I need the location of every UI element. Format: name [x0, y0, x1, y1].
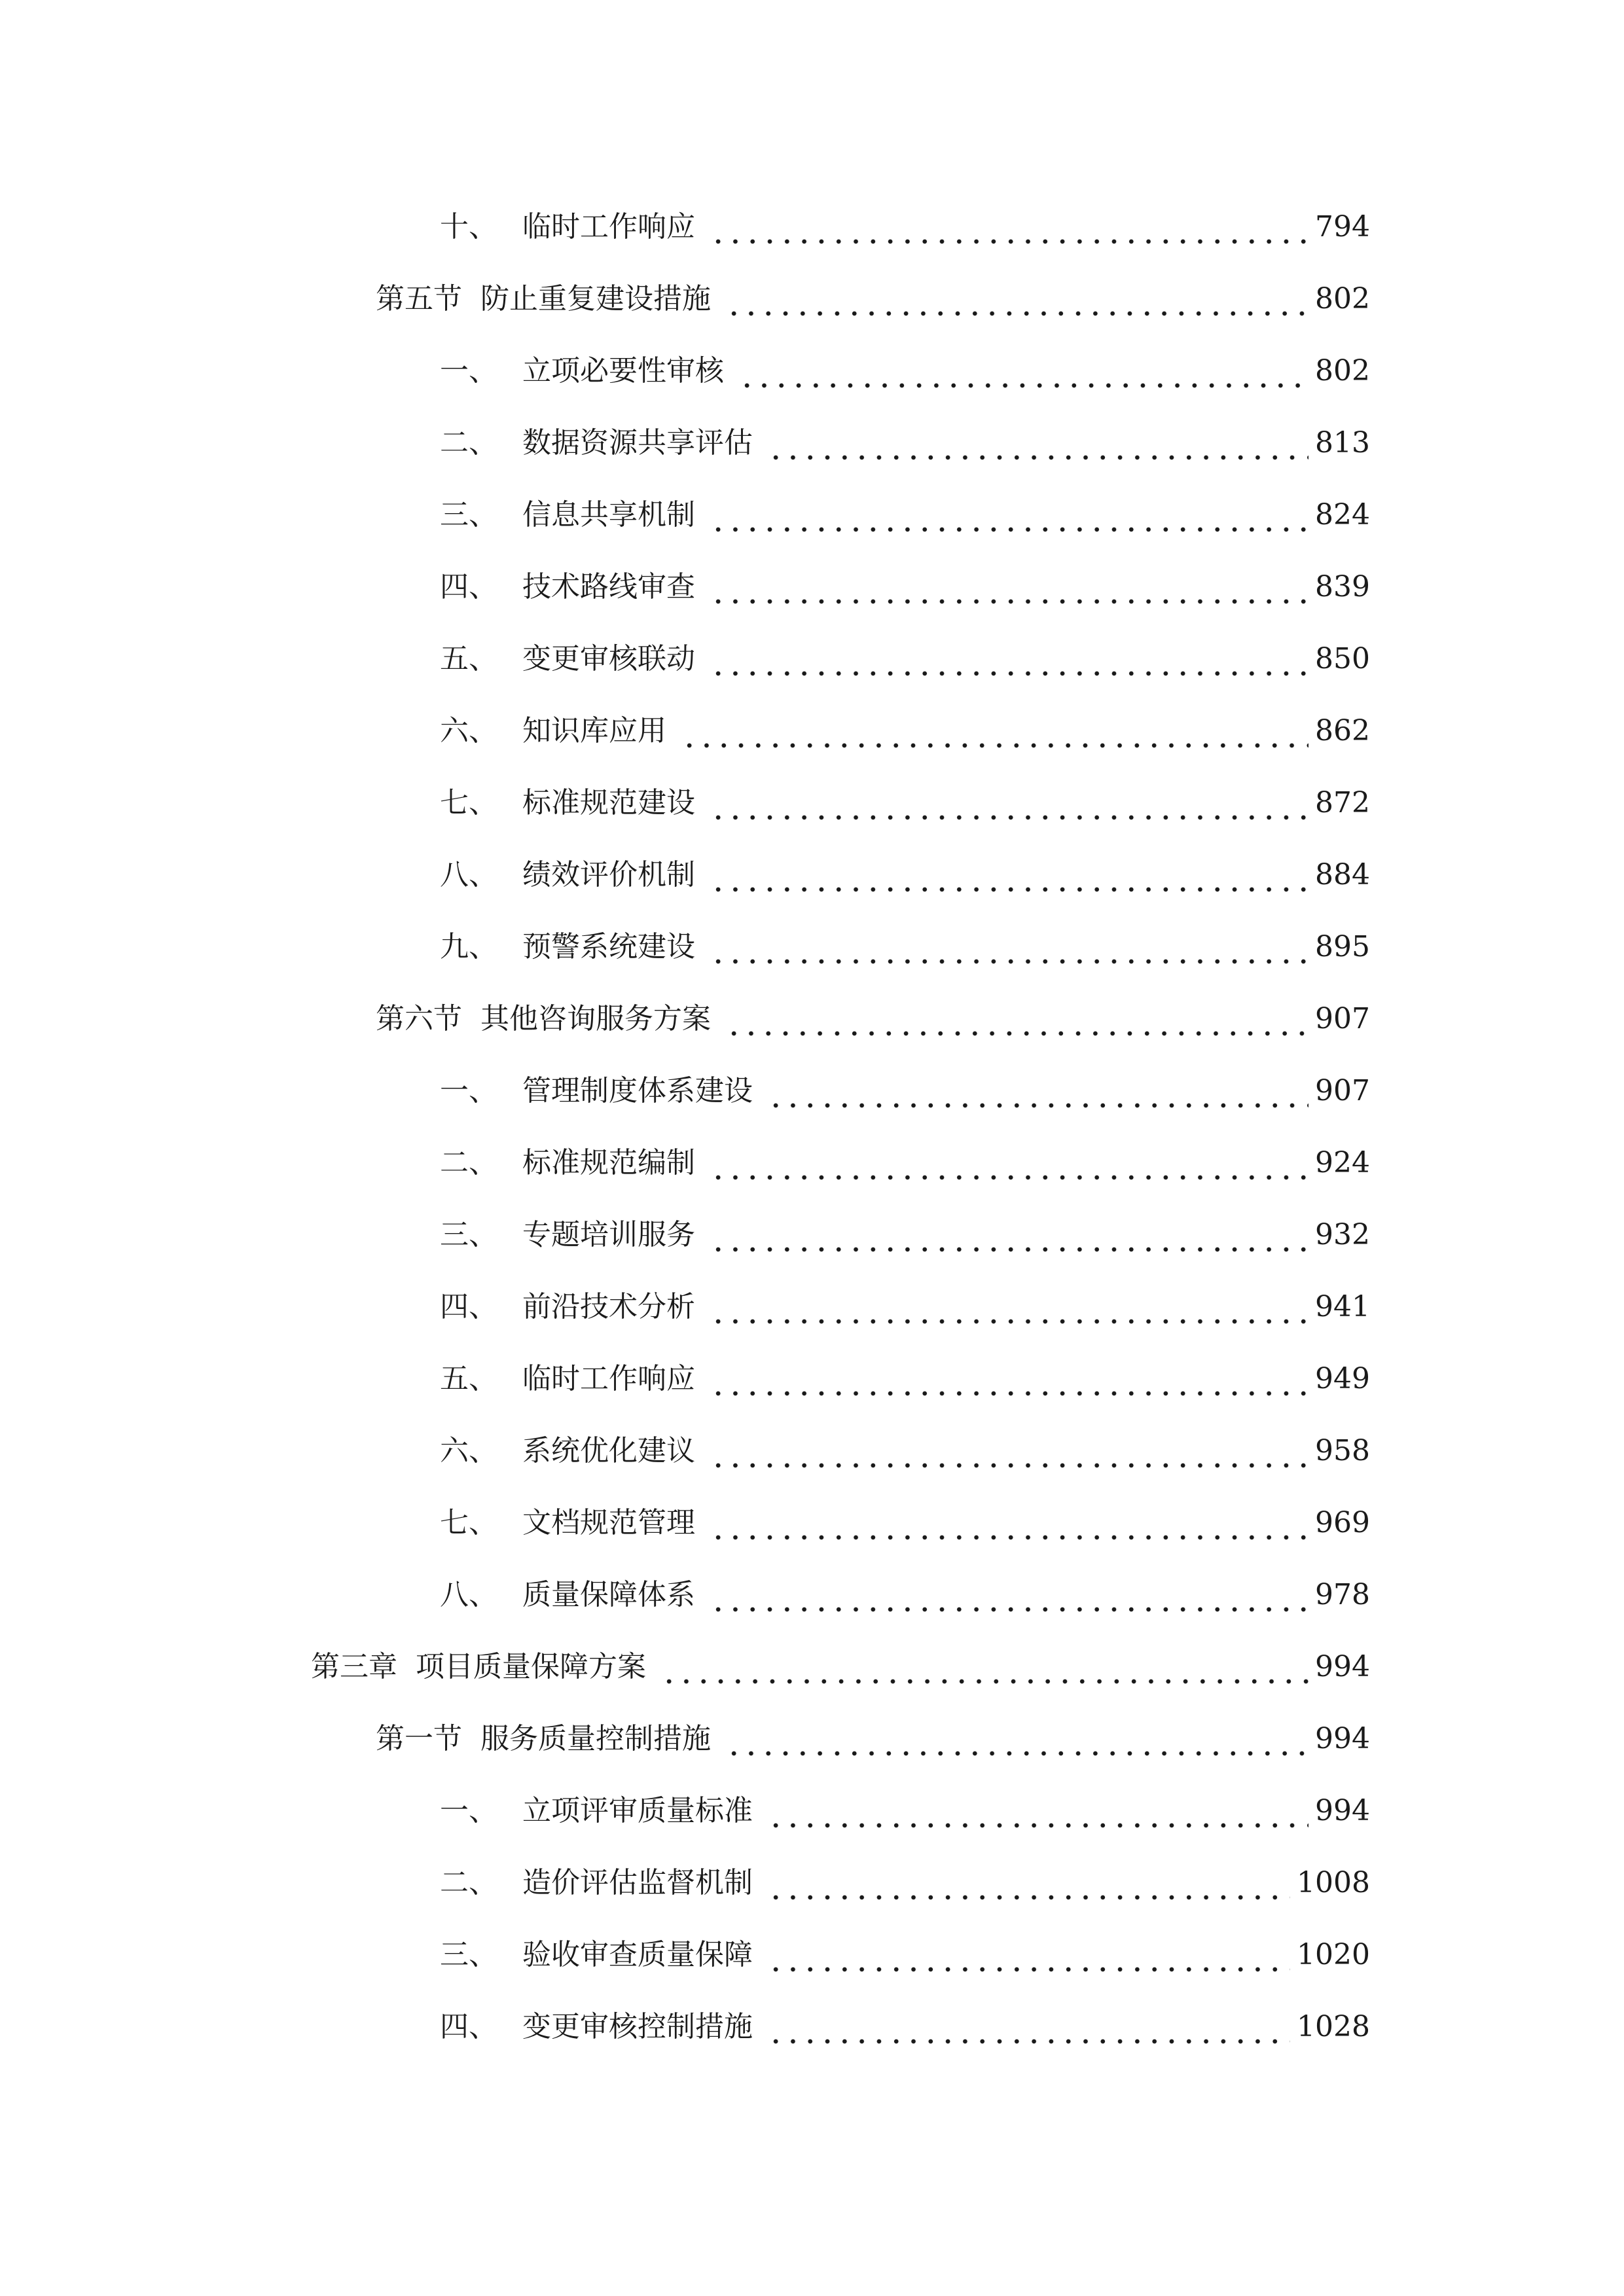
toc-entry-marker: 八、 — [440, 858, 497, 891]
dot-leader — [707, 1353, 1308, 1405]
toc-entry-marker: 九、 — [440, 930, 497, 963]
toc-entry-page-number: 850 — [1315, 642, 1370, 675]
toc-entry-marker: 二、 — [440, 426, 497, 459]
toc-entry-page-number: 994 — [1315, 1650, 1370, 1683]
toc-entry-title: 立项评审质量标准 — [522, 1794, 753, 1827]
toc-entry[interactable] — [440, 345, 1370, 397]
toc-entry[interactable] — [440, 417, 1370, 469]
toc-entry-title: 验收审查质量保障 — [522, 1938, 753, 1971]
toc-entry[interactable] — [311, 1641, 1370, 1693]
dot-leader — [723, 273, 1308, 325]
toc-entry[interactable] — [440, 489, 1370, 541]
toc-entry[interactable] — [440, 1209, 1370, 1261]
toc-entry-title: 服务质量控制措施 — [480, 1722, 711, 1755]
toc-entry[interactable] — [440, 1929, 1370, 1981]
toc-entry-marker: 一、 — [440, 1794, 497, 1827]
toc-entry-marker: 六、 — [440, 714, 497, 747]
toc-entry[interactable] — [440, 705, 1370, 757]
toc-entry-title: 文档规范管理 — [522, 1506, 695, 1539]
toc-entry-page-number: 884 — [1315, 858, 1370, 891]
dot-leader — [765, 2001, 1290, 2053]
toc-entry[interactable] — [440, 777, 1370, 829]
toc-entry-page-number: 941 — [1315, 1290, 1370, 1323]
dot-leader — [707, 1497, 1308, 1549]
toc-entry-page-number: 1020 — [1297, 1938, 1370, 1971]
toc-entry-title: 系统优化建议 — [522, 1434, 695, 1467]
toc-entry[interactable] — [440, 1785, 1370, 1837]
toc-entry-page-number: 949 — [1315, 1362, 1370, 1395]
toc-entry-title: 立项必要性审核 — [522, 354, 724, 387]
toc-entry-page-number: 794 — [1315, 210, 1370, 243]
toc-entry-marker: 三、 — [440, 498, 497, 531]
toc-entry-page-number: 802 — [1315, 282, 1370, 315]
toc-entry-title: 标准规范建设 — [522, 786, 695, 819]
toc-entry-marker: 第三章 — [311, 1650, 397, 1683]
toc-entry-page-number: 994 — [1315, 1722, 1370, 1755]
toc-entry[interactable] — [440, 1569, 1370, 1621]
dot-leader — [707, 201, 1308, 253]
toc-entry-marker: 第五节 — [376, 282, 462, 315]
dot-leader — [707, 561, 1308, 613]
dot-leader — [707, 849, 1308, 901]
dot-leader — [707, 1281, 1308, 1333]
toc-entry[interactable] — [440, 1065, 1370, 1117]
toc-entry[interactable] — [440, 921, 1370, 973]
toc-entry-title: 信息共享机制 — [522, 498, 695, 531]
toc-entry-page-number: 839 — [1315, 570, 1370, 603]
toc-entry[interactable] — [440, 1137, 1370, 1189]
toc-entry-page-number: 802 — [1315, 354, 1370, 387]
toc-entry-marker: 第六节 — [376, 1002, 462, 1035]
toc-entry-page-number: 978 — [1315, 1578, 1370, 1611]
toc-entry[interactable] — [440, 2001, 1370, 2053]
dot-leader — [707, 777, 1308, 829]
dot-leader — [765, 1785, 1308, 1837]
dot-leader — [707, 489, 1308, 541]
toc-entry-marker: 三、 — [440, 1218, 497, 1251]
toc-entry-page-number: 872 — [1315, 786, 1370, 819]
dot-leader — [658, 1641, 1308, 1693]
dot-leader — [765, 1857, 1290, 1909]
toc-entry-title: 知识库应用 — [522, 714, 666, 747]
toc-entry-title: 变更审核联动 — [522, 642, 695, 675]
toc-entry-marker: 六、 — [440, 1434, 497, 1467]
toc-entry-marker: 四、 — [440, 570, 497, 603]
toc-entry[interactable] — [376, 273, 1370, 325]
toc-entry-page-number: 1008 — [1297, 1866, 1370, 1899]
toc-entry-marker: 一、 — [440, 1074, 497, 1107]
toc-entry-page-number: 895 — [1315, 930, 1370, 963]
toc-entry-page-number: 932 — [1315, 1218, 1370, 1251]
dot-leader — [707, 921, 1308, 973]
toc-entry-page-number: 907 — [1315, 1002, 1370, 1035]
toc-entry-marker: 八、 — [440, 1578, 497, 1611]
toc-entry[interactable] — [440, 1353, 1370, 1405]
toc-entry[interactable] — [440, 1281, 1370, 1333]
toc-entry-title: 其他咨询服务方案 — [480, 1002, 711, 1035]
dot-leader — [765, 1065, 1308, 1117]
toc-entry-page-number: 969 — [1315, 1506, 1370, 1539]
toc-entry-title: 专题培训服务 — [522, 1218, 695, 1251]
toc-entry-title: 变更审核控制措施 — [522, 2010, 753, 2043]
dot-leader — [707, 633, 1308, 685]
toc-entry-title: 绩效评价机制 — [522, 858, 695, 891]
toc-entry-marker: 五、 — [440, 1362, 497, 1395]
toc-entry[interactable] — [440, 1425, 1370, 1477]
toc-entry-title: 项目质量保障方案 — [416, 1650, 646, 1683]
toc-entry-marker: 一、 — [440, 354, 497, 387]
toc-entry-title: 临时工作响应 — [522, 210, 695, 243]
toc-entry-marker: 二、 — [440, 1146, 497, 1179]
toc-entry[interactable] — [440, 633, 1370, 685]
toc-entry-marker: 二、 — [440, 1866, 497, 1899]
toc-entry-title: 质量保障体系 — [522, 1578, 695, 1611]
dot-leader — [765, 417, 1308, 469]
dot-leader — [707, 1137, 1308, 1189]
dot-leader — [723, 993, 1308, 1045]
toc-entry-marker: 十、 — [440, 210, 497, 243]
dot-leader — [765, 1929, 1290, 1981]
toc-entry-title: 数据资源共享评估 — [522, 426, 753, 459]
toc-entry-page-number: 924 — [1315, 1146, 1370, 1179]
toc-entry-page-number: 958 — [1315, 1434, 1370, 1467]
toc-entry[interactable] — [440, 1857, 1370, 1909]
toc-entry-title: 临时工作响应 — [522, 1362, 695, 1395]
toc-entry[interactable] — [440, 201, 1370, 253]
toc-entry[interactable] — [376, 1713, 1370, 1765]
toc-entry-title: 技术路线审查 — [522, 570, 695, 603]
toc-entry-marker: 七、 — [440, 786, 497, 819]
toc-entry[interactable] — [440, 849, 1370, 901]
toc-entry[interactable] — [440, 561, 1370, 613]
toc-entry-marker: 第一节 — [376, 1722, 462, 1755]
toc-entry-page-number: 907 — [1315, 1074, 1370, 1107]
toc-entry-page-number: 1028 — [1297, 2010, 1370, 2043]
dot-leader — [736, 345, 1308, 397]
toc-entry-title: 前沿技术分析 — [522, 1290, 695, 1323]
toc-entry[interactable] — [376, 993, 1370, 1045]
toc-entry-marker: 七、 — [440, 1506, 497, 1539]
dot-leader — [707, 1209, 1308, 1261]
toc-entry-marker: 五、 — [440, 642, 497, 675]
toc-entry-marker: 四、 — [440, 1290, 497, 1323]
toc-entry[interactable] — [440, 1497, 1370, 1549]
toc-entry-marker: 四、 — [440, 2010, 497, 2043]
toc-entry-marker: 三、 — [440, 1938, 497, 1971]
toc-entry-page-number: 824 — [1315, 498, 1370, 531]
toc-entry-title: 预警系统建设 — [522, 930, 695, 963]
toc-entry-title: 造价评估监督机制 — [522, 1866, 753, 1899]
toc-entry-page-number: 862 — [1315, 714, 1370, 747]
dot-leader — [707, 1425, 1308, 1477]
toc-entry-title: 防止重复建设措施 — [480, 282, 711, 315]
toc-entry-page-number: 813 — [1315, 426, 1370, 459]
dot-leader — [678, 705, 1308, 757]
toc-entry-title: 管理制度体系建设 — [522, 1074, 753, 1107]
toc-entry-page-number: 994 — [1315, 1794, 1370, 1827]
toc-entry-title: 标准规范编制 — [522, 1146, 695, 1179]
dot-leader — [707, 1569, 1308, 1621]
dot-leader — [723, 1713, 1308, 1765]
